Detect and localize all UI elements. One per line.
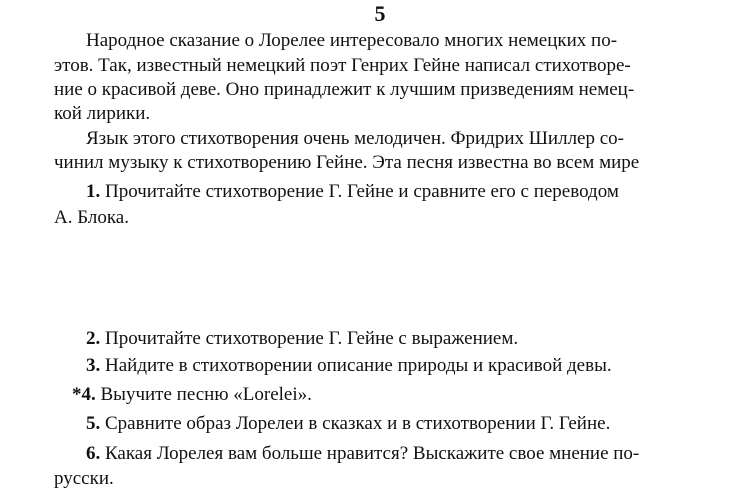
task-3-number: 3. xyxy=(86,355,101,376)
task-6-continuation: русски. xyxy=(54,468,114,489)
task-5-text: Сравните образ Лорелеи в сказках и в стихотворении Г. Гейне. xyxy=(100,413,611,434)
task-1-text: Прочитайте стихотворение Г. Гейне и сравните его с переводом xyxy=(100,181,619,202)
task-1-continuation: А. Блока. xyxy=(54,207,129,228)
paragraph-1-line-1: Народное сказание о Лорелее интересовало многих немецких по- xyxy=(86,30,618,51)
task-6-number: 6. xyxy=(86,443,101,464)
task-2-number: 2. xyxy=(86,328,101,349)
task-1-number: 1. xyxy=(86,181,101,202)
task-5-number: 5. xyxy=(86,413,101,434)
page-number: 5 xyxy=(374,1,386,26)
paragraph-1-line-4: кой лирики. xyxy=(54,103,151,124)
paragraph-1-line-3: ние о красивой деве. Оно принадлежит к лучшим призведениям немец- xyxy=(54,79,635,100)
task-2 xyxy=(86,328,518,350)
task-4 xyxy=(72,384,312,406)
task-1 xyxy=(86,181,619,203)
paragraph-2-line-1: Язык этого стихотворения очень мелодичен. Фридрих Шиллер со- xyxy=(86,128,625,149)
task-6-text: Какая Лорелея вам больше нравится? Выскажите свое мнение по- xyxy=(100,443,640,464)
task-4-number: *4. xyxy=(72,384,96,405)
task-6 xyxy=(86,443,639,465)
task-4-text: Выучите песню «Lorelei». xyxy=(95,384,312,405)
task-5 xyxy=(86,413,610,435)
paragraph-2-line-2: чинил музыку к стихотворению Гейне. Эта песня известна во всем мире xyxy=(54,152,640,173)
task-2-text: Прочитайте стихотворение Г. Гейне с выражением. xyxy=(100,328,519,349)
task-3-text: Найдите в стихотворении описание природы и красивой девы. xyxy=(100,355,612,376)
task-3 xyxy=(86,355,612,377)
paragraph-1-line-2: этов. Так, известный немецкий поэт Генрих Гейне написал стихотворе- xyxy=(54,55,631,76)
